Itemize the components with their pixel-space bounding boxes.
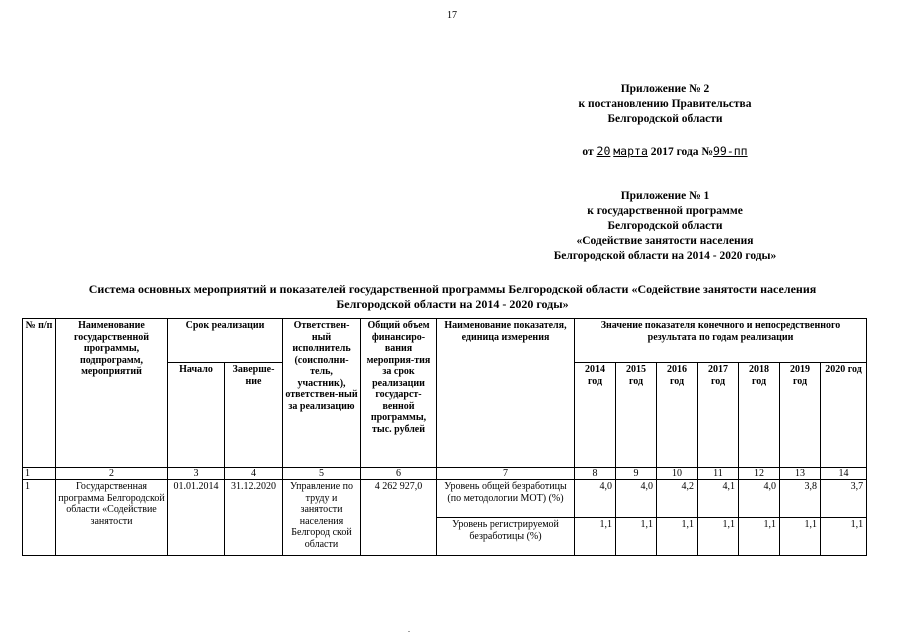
title-line1: Система основных мероприятий и показателей государственной программы Белгородской области «Содействие занятости населения [88, 282, 817, 296]
header-year: 2015 год [616, 363, 657, 468]
appendix-1-line1: Приложение № 1 [620, 190, 710, 202]
column-number: 3 [168, 468, 225, 480]
row-program-name: Государственная программа Белгородской области «Содействие занятости [56, 480, 168, 556]
appendix-2-line1: Приложение № 2 [620, 83, 710, 95]
indicator-value: 1,1 [698, 518, 739, 556]
indicator-value: 1,1 [780, 518, 821, 556]
column-number: 8 [575, 468, 616, 480]
header-year: 2018 год [739, 363, 780, 468]
indicator-value: 1,1 [575, 518, 616, 556]
title-line2: Белгородской области на 2014 - 2020 годы» [336, 297, 569, 311]
page-number: 17 [447, 10, 457, 21]
column-number: 5 [283, 468, 361, 480]
appendix-2-line3: Белгородской области [607, 113, 723, 125]
header-funding: Общий объем финансиро-вания мероприя-тия за срок реализации государст-венной программы, тыс. рублей [361, 319, 437, 468]
column-number: 2 [56, 468, 168, 480]
column-number: 13 [780, 468, 821, 480]
decree-prefix: от [582, 146, 594, 158]
indicator-value: 1,1 [657, 518, 698, 556]
indicator-name: Уровень регистрируемой безработицы (%) [437, 518, 575, 556]
header-year: 2014 год [575, 363, 616, 468]
header-indicator: Наименование показателя, единица измерения [437, 319, 575, 468]
header-year: 2017 год [698, 363, 739, 468]
row-start-date: 01.01.2014 [168, 480, 225, 556]
appendix-1-line4: «Содействие занятости населения [576, 235, 754, 247]
column-number: 7 [437, 468, 575, 480]
appendix-2-header [540, 82, 790, 127]
indicator-value: 3,7 [821, 480, 867, 518]
header-year: 2020 год [821, 363, 867, 468]
column-number-row [23, 468, 867, 480]
row-executor: Управление по труду и занятости населения Белгород ской области [283, 480, 361, 556]
table-row [23, 480, 867, 518]
header-name: Наименование государственной программы, подпрограмм, мероприятий [56, 319, 168, 468]
column-number: 12 [739, 468, 780, 480]
column-number: 1 [23, 468, 56, 480]
header-start: Начало [168, 363, 225, 468]
indicator-value: 1,1 [821, 518, 867, 556]
decree-line [520, 144, 810, 160]
header-period: Срок реализации [168, 319, 283, 363]
header-end: Заверше-ние [225, 363, 283, 468]
indicator-value: 4,0 [739, 480, 780, 518]
indicator-value: 3,8 [780, 480, 821, 518]
stray-mark: . [408, 625, 410, 634]
indicator-value: 4,1 [698, 480, 739, 518]
appendix-1-header [520, 189, 810, 264]
column-number: 4 [225, 468, 283, 480]
column-number: 9 [616, 468, 657, 480]
header-executor: Ответствен-ный исполнитель (соисполни-тель, участник), ответствен-ный за реализацию [283, 319, 361, 468]
decree-number: 99-пп [712, 144, 748, 158]
row-num: 1 [23, 480, 56, 556]
column-number: 14 [821, 468, 867, 480]
indicator-value: 1,1 [616, 518, 657, 556]
header-num: № п/п [23, 319, 56, 468]
decree-day: 20 [596, 144, 611, 158]
indicator-value: 4,2 [657, 480, 698, 518]
row-end-date: 31.12.2020 [225, 480, 283, 556]
header-year: 2019 год [780, 363, 821, 468]
header-values: Значение показателя конечного и непосредственного результата по годам реализации [575, 319, 867, 363]
column-number: 11 [698, 468, 739, 480]
indicator-value: 4,0 [575, 480, 616, 518]
program-table [22, 318, 867, 556]
indicator-value: 1,1 [739, 518, 780, 556]
header-year: 2016 год [657, 363, 698, 468]
row-funding: 4 262 927,0 [361, 480, 437, 556]
appendix-1-line2: к государственной программе [587, 205, 743, 217]
decree-year: 2017 года № [650, 146, 713, 158]
appendix-1-line3: Белгородской области [607, 220, 723, 232]
indicator-name: Уровень общей безработицы (по методологии МОТ) (%) [437, 480, 575, 518]
decree-month: марта [613, 144, 648, 158]
appendix-1-line5: Белгородской области на 2014 - 2020 годы» [553, 250, 777, 262]
column-number: 10 [657, 468, 698, 480]
document-title [20, 282, 885, 312]
indicator-value: 4,0 [616, 480, 657, 518]
appendix-2-line2: к постановлению Правительства [578, 98, 752, 110]
column-number: 6 [361, 468, 437, 480]
